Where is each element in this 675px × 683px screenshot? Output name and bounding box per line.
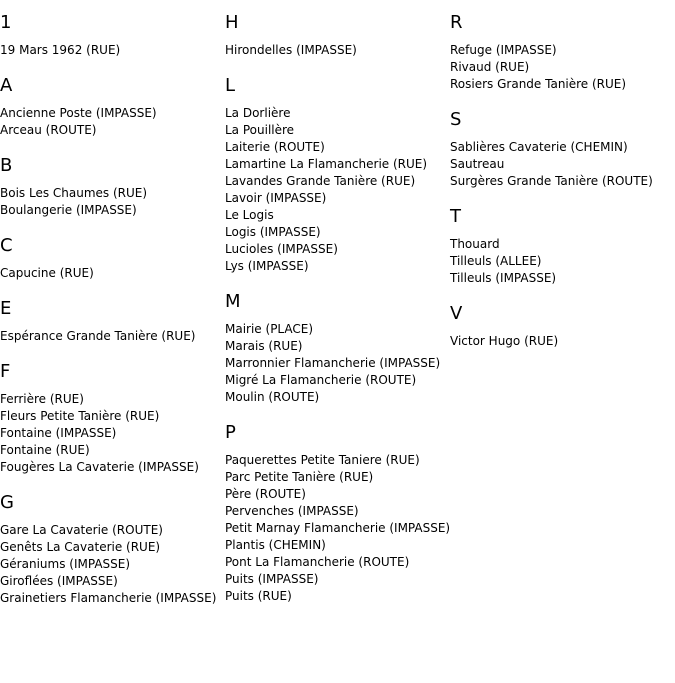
street-name: Laiterie (ROUTE) (225, 140, 325, 154)
street-list (225, 42, 450, 59)
letter-group (0, 235, 225, 282)
street-name: Migré La Flamancherie (ROUTE) (225, 373, 417, 387)
street-name: Capucine (RUE) (0, 266, 94, 280)
street-name: Rivaud (RUE) (450, 60, 530, 74)
street-list (450, 236, 675, 287)
street-name: Thouard (450, 237, 500, 251)
street-name: Tilleuls (ALLEE) (450, 254, 542, 268)
street-name: Lys (IMPASSE) (225, 259, 309, 273)
street-name: Fleurs Petite Tanière (RUE) (0, 409, 160, 423)
letter-heading: E (0, 298, 12, 319)
street-list (0, 185, 225, 219)
letter-group (0, 12, 225, 59)
letter-group (450, 206, 675, 287)
letter-group (0, 361, 225, 476)
street-name: Rosiers Grande Tanière (RUE) (450, 77, 627, 91)
letter-heading: B (0, 155, 13, 176)
street-list (225, 452, 450, 605)
street-name: Espérance Grande Tanière (RUE) (0, 329, 196, 343)
street-name: La Dorlière (225, 106, 291, 120)
street-name: Fontaine (RUE) (0, 443, 90, 457)
street-name: Paquerettes Petite Taniere (RUE) (225, 453, 420, 467)
letter-group (225, 75, 450, 275)
street-name: Giroflées (IMPASSE) (0, 574, 118, 588)
street-name: Moulin (ROUTE) (225, 390, 320, 404)
letter-heading: T (450, 206, 461, 227)
letter-heading: V (450, 303, 463, 324)
letter-heading: M (225, 291, 241, 312)
street-name: Fontaine (IMPASSE) (0, 426, 117, 440)
letter-group (225, 12, 450, 59)
street-name: Boulangerie (IMPASSE) (0, 203, 137, 217)
letter-group (450, 12, 675, 93)
letter-group (225, 422, 450, 605)
letter-heading: S (450, 109, 462, 130)
street-list (450, 333, 675, 350)
street-name: Ferrière (RUE) (0, 392, 84, 406)
street-name: Genêts La Cavaterie (RUE) (0, 540, 161, 554)
street-name: Surgères Grande Tanière (ROUTE) (450, 174, 653, 188)
letter-heading: H (225, 12, 239, 33)
street-name: Victor Hugo (RUE) (450, 334, 559, 348)
street-list (0, 391, 225, 476)
street-name: Marronnier Flamancherie (IMPASSE) (225, 356, 441, 370)
street-name: Sautreau (450, 157, 505, 171)
street-name: Parc Petite Tanière (RUE) (225, 470, 374, 484)
street-column (450, 12, 675, 366)
street-name: 19 Mars 1962 (RUE) (0, 43, 121, 57)
street-name: Fougères La Cavaterie (IMPASSE) (0, 460, 199, 474)
letter-group (225, 291, 450, 406)
letter-heading: G (0, 492, 14, 513)
street-name: Lamartine La Flamancherie (RUE) (225, 157, 428, 171)
street-list (0, 265, 225, 282)
street-name: Petit Marnay Flamancherie (IMPASSE) (225, 521, 451, 535)
street-name: Bois Les Chaumes (RUE) (0, 186, 148, 200)
street-name: La Pouillère (225, 123, 295, 137)
letter-heading: R (450, 12, 463, 33)
street-name: Géraniums (IMPASSE) (0, 557, 131, 571)
street-list (225, 105, 450, 275)
street-column (0, 12, 225, 623)
letter-group (450, 303, 675, 350)
street-list (450, 139, 675, 190)
letter-group (0, 298, 225, 345)
street-name: Père (ROUTE) (225, 487, 306, 501)
street-name: Tilleuls (IMPASSE) (450, 271, 557, 285)
letter-group (0, 492, 225, 607)
street-name: Lavandes Grande Tanière (RUE) (225, 174, 416, 188)
street-name: Hirondelles (IMPASSE) (225, 43, 357, 57)
letter-heading: L (225, 75, 236, 96)
street-name: Ancienne Poste (IMPASSE) (0, 106, 157, 120)
street-name: Lucioles (IMPASSE) (225, 242, 338, 256)
street-name: Pont La Flamancherie (ROUTE) (225, 555, 410, 569)
street-name: Plantis (CHEMIN) (225, 538, 326, 552)
street-list (0, 522, 225, 607)
letter-heading: A (0, 75, 13, 96)
street-name: Pervenches (IMPASSE) (225, 504, 359, 518)
street-list (450, 42, 675, 93)
street-list (0, 105, 225, 139)
street-name: Refuge (IMPASSE) (450, 43, 557, 57)
street-name: Arceau (ROUTE) (0, 123, 97, 137)
street-name: Marais (RUE) (225, 339, 303, 353)
letter-heading: C (0, 235, 13, 256)
street-name: Grainetiers Flamancherie (IMPASSE) (0, 591, 217, 605)
letter-group (450, 109, 675, 190)
street-name: Logis (IMPASSE) (225, 225, 321, 239)
street-name: Mairie (PLACE) (225, 322, 314, 336)
letter-group (0, 75, 225, 139)
street-column (225, 12, 450, 621)
street-list (225, 321, 450, 406)
street-name: Sablières Cavaterie (CHEMIN) (450, 140, 628, 154)
street-name: Gare La Cavaterie (ROUTE) (0, 523, 163, 537)
letter-heading: 1 (0, 12, 12, 33)
street-name: Puits (RUE) (225, 589, 292, 603)
street-name: Le Logis (225, 208, 274, 222)
letter-heading: P (225, 422, 236, 443)
street-name: Puits (IMPASSE) (225, 572, 319, 586)
street-list (0, 42, 225, 59)
letter-group (0, 155, 225, 219)
street-list (0, 328, 225, 345)
letter-heading: F (0, 361, 11, 382)
street-name: Lavoir (IMPASSE) (225, 191, 327, 205)
